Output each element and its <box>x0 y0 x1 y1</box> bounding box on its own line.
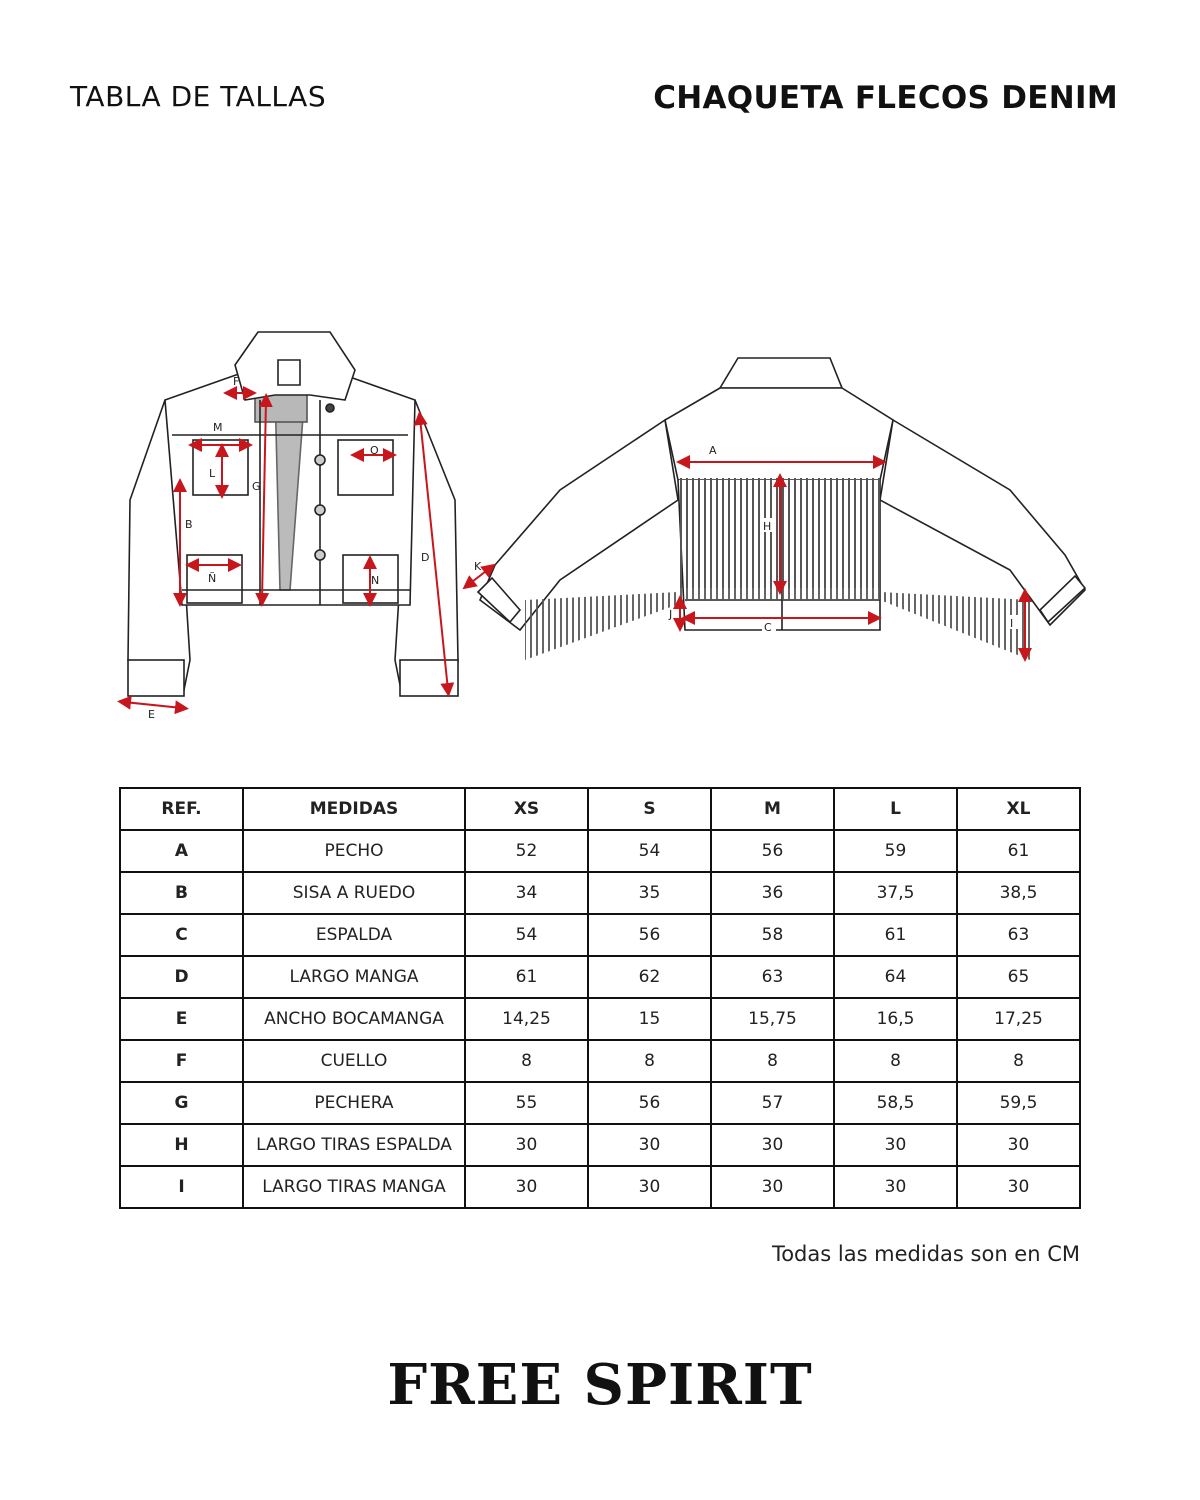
row-measure: ESPALDA <box>243 914 465 956</box>
table-row <box>120 1166 1080 1208</box>
table-row <box>120 914 1080 956</box>
cell-s: 56 <box>588 914 711 956</box>
label-o: O <box>370 444 379 457</box>
label-f: F <box>233 375 240 388</box>
cell-xs: 14,25 <box>465 998 588 1040</box>
row-measure: PECHO <box>243 830 465 872</box>
row-measure: LARGO TIRAS MANGA <box>243 1166 465 1208</box>
cell-xs: 61 <box>465 956 588 998</box>
cell-m: 15,75 <box>711 998 834 1040</box>
cell-l: 16,5 <box>834 998 957 1040</box>
row-measure: ANCHO BOCAMANGA <box>243 998 465 1040</box>
col-header-ref: REF. <box>120 788 243 830</box>
units-note: Todas las medidas son en CM <box>771 1242 1080 1266</box>
table-header-row <box>120 788 1080 830</box>
cell-m: 63 <box>711 956 834 998</box>
cell-s: 54 <box>588 830 711 872</box>
row-ref: E <box>120 998 243 1040</box>
row-measure: LARGO TIRAS ESPALDA <box>243 1124 465 1166</box>
row-ref: B <box>120 872 243 914</box>
cell-l: 59 <box>834 830 957 872</box>
jacket-diagram <box>0 300 1200 740</box>
col-header-s: S <box>588 788 711 830</box>
cell-xl: 30 <box>957 1124 1080 1166</box>
row-ref: I <box>120 1166 243 1208</box>
table-row <box>120 830 1080 872</box>
cell-s: 15 <box>588 998 711 1040</box>
row-ref: C <box>120 914 243 956</box>
row-ref: A <box>120 830 243 872</box>
jacket-technical-drawings <box>0 300 1200 740</box>
cell-m: 30 <box>711 1124 834 1166</box>
cell-xs: 34 <box>465 872 588 914</box>
cell-xs: 55 <box>465 1082 588 1124</box>
cell-s: 35 <box>588 872 711 914</box>
label-b: B <box>185 518 193 531</box>
cell-s: 30 <box>588 1166 711 1208</box>
col-header-m: M <box>711 788 834 830</box>
label-d: D <box>421 551 430 564</box>
label-l: L <box>209 467 216 480</box>
cell-s: 62 <box>588 956 711 998</box>
label-m: M <box>213 421 223 434</box>
cell-m: 56 <box>711 830 834 872</box>
row-ref: H <box>120 1124 243 1166</box>
cell-m: 8 <box>711 1040 834 1082</box>
cell-l: 37,5 <box>834 872 957 914</box>
row-measure: LARGO MANGA <box>243 956 465 998</box>
cell-xl: 61 <box>957 830 1080 872</box>
label-a: A <box>709 444 717 457</box>
label-g: G <box>252 480 261 493</box>
cell-xl: 59,5 <box>957 1082 1080 1124</box>
label-c: C <box>764 621 772 634</box>
cell-m: 58 <box>711 914 834 956</box>
table-row <box>120 956 1080 998</box>
cell-xs: 30 <box>465 1166 588 1208</box>
col-header-medidas: MEDIDAS <box>243 788 465 830</box>
table-row <box>120 998 1080 1040</box>
cell-l: 58,5 <box>834 1082 957 1124</box>
row-ref: F <box>120 1040 243 1082</box>
cell-m: 57 <box>711 1082 834 1124</box>
row-ref: D <box>120 956 243 998</box>
cell-s: 8 <box>588 1040 711 1082</box>
cell-l: 30 <box>834 1166 957 1208</box>
size-table <box>119 787 1081 1209</box>
cell-xl: 38,5 <box>957 872 1080 914</box>
front-view-drawing <box>128 332 458 696</box>
col-header-l: L <box>834 788 957 830</box>
cell-m: 30 <box>711 1166 834 1208</box>
cell-s: 30 <box>588 1124 711 1166</box>
cell-l: 61 <box>834 914 957 956</box>
table-row <box>120 1040 1080 1082</box>
product-title: CHAQUETA FLECOS DENIM <box>653 80 1118 116</box>
col-header-xl: XL <box>957 788 1080 830</box>
cell-xl: 63 <box>957 914 1080 956</box>
cell-l: 64 <box>834 956 957 998</box>
table-row <box>120 872 1080 914</box>
col-header-xs: XS <box>465 788 588 830</box>
cell-s: 56 <box>588 1082 711 1124</box>
table-row <box>120 1082 1080 1124</box>
size-chart-title: TABLA DE TALLAS <box>70 80 327 113</box>
label-e: E <box>148 708 155 721</box>
label-i: I <box>1010 617 1014 630</box>
label-enye: Ñ <box>208 572 217 585</box>
cell-xl: 17,25 <box>957 998 1080 1040</box>
cell-l: 8 <box>834 1040 957 1082</box>
brand-logo: FREE SPIRIT <box>387 1352 813 1418</box>
label-h: H <box>763 520 772 533</box>
row-ref: G <box>120 1082 243 1124</box>
cell-xs: 52 <box>465 830 588 872</box>
cell-l: 30 <box>834 1124 957 1166</box>
cell-xl: 8 <box>957 1040 1080 1082</box>
cell-xs: 8 <box>465 1040 588 1082</box>
cell-xs: 54 <box>465 914 588 956</box>
row-measure: PECHERA <box>243 1082 465 1124</box>
label-j: J <box>669 608 673 621</box>
cell-xl: 30 <box>957 1166 1080 1208</box>
cell-xs: 30 <box>465 1124 588 1166</box>
label-k: K <box>474 560 482 573</box>
row-measure: CUELLO <box>243 1040 465 1082</box>
cell-xl: 65 <box>957 956 1080 998</box>
table-row <box>120 1124 1080 1166</box>
row-measure: SISA A RUEDO <box>243 872 465 914</box>
cell-m: 36 <box>711 872 834 914</box>
label-n: N <box>371 574 380 587</box>
